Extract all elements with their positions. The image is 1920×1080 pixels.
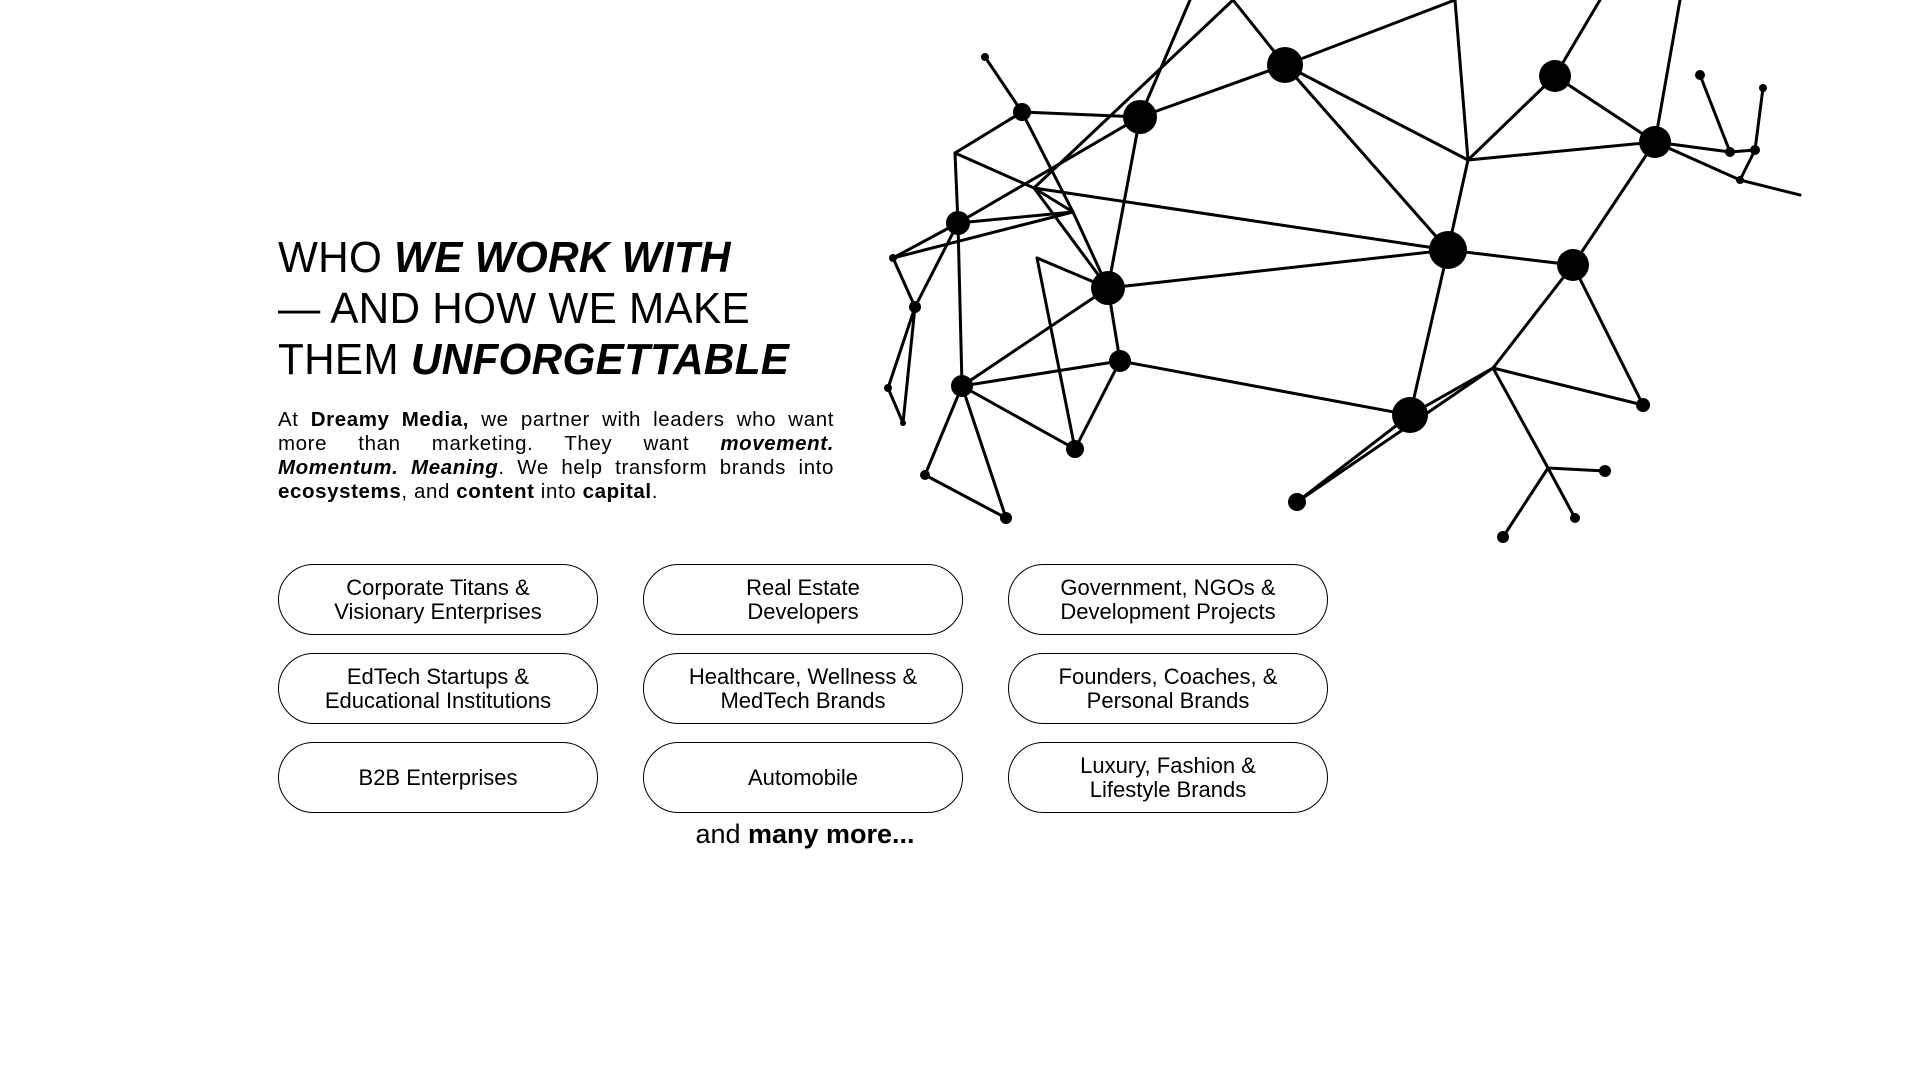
network-node [1750,145,1760,155]
network-edge [1655,0,1680,142]
network-edge [1548,468,1575,518]
network-node [1759,84,1767,92]
network-node [1123,100,1157,134]
network-edge [1075,361,1120,449]
network-edge [1468,76,1555,160]
network-edge [1573,265,1643,405]
network-edge [1740,150,1755,180]
headline-line-1: WHO WE WORK WITH [278,233,731,282]
network-node [1288,493,1306,511]
network-node [1539,60,1571,92]
network-node [1392,397,1428,433]
network-edge [1700,75,1730,152]
network-node [1570,513,1580,523]
network-edge [955,153,1034,188]
brand-name: Dreamy Media, [310,408,470,431]
network-edge [1493,368,1643,405]
network-node [1736,176,1744,184]
network-edge [888,388,903,423]
client-segments [278,564,1328,813]
headline-emphasis-2: UNFORGETTABLE [410,335,790,384]
network-edge [1022,112,1140,117]
network-edge [958,223,962,386]
network-node [1109,350,1131,372]
segment-edtech[interactable]: EdTech Startups & Educational Institutions [278,653,598,724]
network-node [1636,398,1650,412]
network-edge [1455,0,1468,160]
network-globe-icon [840,0,1820,550]
network-edge [1285,65,1468,160]
segment-healthcare[interactable]: Healthcare, Wellness & MedTech Brands [643,653,963,724]
network-node [1639,126,1671,158]
network-node [920,470,930,480]
network-node [1066,440,1084,458]
network-edge [925,386,962,475]
network-edge [962,361,1120,386]
headline [278,232,878,385]
network-edge [1740,180,1800,195]
network-edge [962,288,1108,386]
network-node [900,420,906,426]
segment-luxury-fashion[interactable]: Luxury, Fashion & Lifestyle Brands [1008,742,1328,813]
segment-real-estate[interactable]: Real Estate Developers [643,564,963,635]
network-edge [893,258,915,307]
network-edge [1034,188,1448,250]
many-more-note: and many more... [695,819,915,849]
network-node [1091,271,1125,305]
network-edge [1297,368,1493,502]
network-edge [1468,142,1655,160]
network-edge [1755,88,1763,150]
network-edge [1493,368,1548,468]
headline-line-3: THEM UNFORGETTABLE [278,335,790,384]
headline-emphasis-1: WE WORK WITH [394,233,731,282]
network-node [946,211,970,235]
network-edge [1410,250,1448,415]
network-edge [1140,65,1285,117]
network-edge [985,57,1022,112]
network-edge [1108,250,1448,288]
network-node [1000,512,1012,524]
network-edge [1555,76,1655,142]
network-node [1695,70,1705,80]
network-node [1599,465,1611,477]
network-edge [1120,361,1410,415]
network-edge [1493,265,1573,368]
intro-paragraph: At Dreamy Media, we partner with leaders who want more than marketing. They want movement. Momentum. Meaning. We help transform brands into ecosystems, and content into capital. [278,408,835,503]
network-node [1725,147,1735,157]
network-edge [1285,65,1448,250]
network-edge [1285,0,1455,65]
network-node [1429,231,1467,269]
segment-automobile[interactable]: Automobile [643,742,963,813]
network-node [1497,531,1509,543]
headline-line-2: — AND HOW WE MAKE [278,284,750,333]
network-node [1013,103,1031,121]
network-edge [893,212,1073,258]
network-node [884,384,892,392]
segment-founders-coaches[interactable]: Founders, Coaches, & Personal Brands [1008,653,1328,724]
network-edge [1037,258,1075,449]
network-node [1557,249,1589,281]
network-node [981,53,989,61]
network-edge [1548,468,1605,471]
network-edge [955,112,1022,153]
network-node [1267,47,1303,83]
network-node [889,254,897,262]
segment-government-ngos[interactable]: Government, NGOs & Development Projects [1008,564,1328,635]
segment-corporate-titans[interactable]: Corporate Titans & Visionary Enterprises [278,564,598,635]
network-node [909,301,921,313]
network-node [951,375,973,397]
segment-b2b[interactable]: B2B Enterprises [278,742,598,813]
network-edge [1503,468,1548,537]
network-edge [1140,0,1190,117]
network-edge [1573,142,1655,265]
